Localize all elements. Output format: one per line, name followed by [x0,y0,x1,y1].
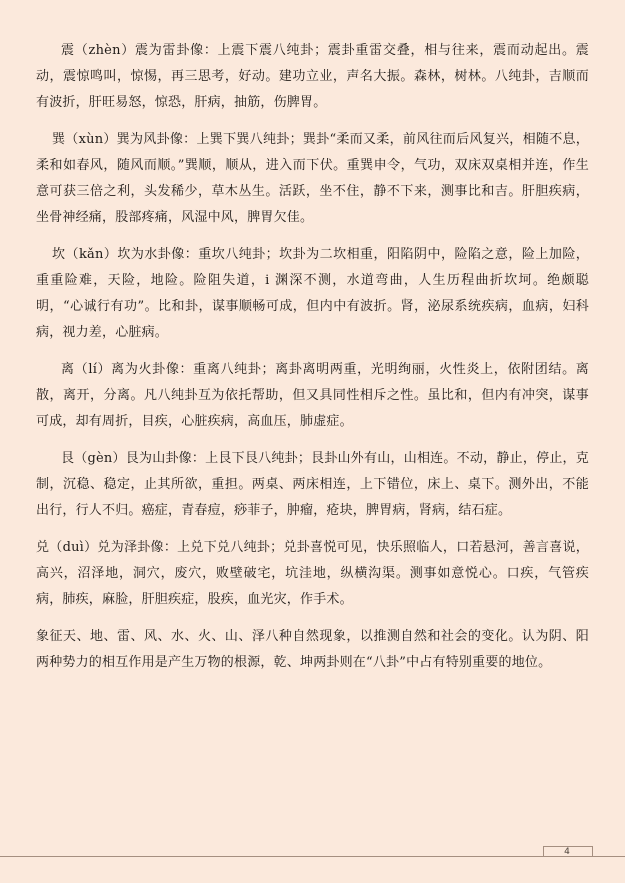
paragraph-dui: 兑（duì）兑为泽卦像：上兑下兑八纯卦；兑卦喜悦可见，快乐照临人，口若悬河，善言喜说，高兴，沼泽地，洞穴，废穴，败壁破宅，坑洼地，纵横沟渠。测事如意悦心。口疾，气管疾病，肺疾，麻脸，肝胆疾症，股疾，血光灾，作手术。 [36,540,589,607]
paragraph-summary: 象征天、地、雷、风、水、火、山、泽八种自然现象，以推测自然和社会的变化。认为阴、阳两种势力的相互作用是产生万物的根源，乾、坤两卦则在“八卦”中占有特别重要的地位。 [36,629,589,670]
paragraph-zhen: 震（zhèn）震为雷卦像：上震下震八纯卦；震卦重雷交叠，相与往来，震而动起出。震动，震惊鸣叫，惊惕，再三思考，好动。建功立业，声名大振。森林，树林。八纯卦，吉顺而有波折，肝旺易怒，惊恐，肝病，抽筋，伤脾胃。 [36,43,589,110]
page-number: 4 [564,847,570,857]
paragraph-li: 离（lí）离为火卦像：重离八纯卦；离卦离明两重，光明绚丽，火性炎上，依附团结。离散，离开，分离。凡八纯卦互为依托帮助，但又具同性相斥之性。虽比和，但内有冲突，谋事可成，却有周折，目疾，心脏疾病，高血压，肺虚症。 [36,362,589,429]
paragraph-gen: 艮（gèn）艮为山卦像：上艮下艮八纯卦；艮卦山外有山，山相连。不动，静止，停止，克制，沉稳、稳定，止其所欲，重担。两桌、两床相连，上下错位，床上、桌下。测外出，不能出行，行人不归。癌症，青春痘，痧菲子，肿瘤，疮块，脾胃病，肾病，结石症。 [36,451,589,518]
paragraph-kan: 坎（kǎn）坎为水卦像：重坎八纯卦；坎卦为二坎相重，阳陷阴中，险陷之意，险上加险，重重险难，天险，地险。险阻失道，i 渊深不测，水道弯曲，人生历程曲折坎坷。绝颇聪明，“心诚行有功”。比和卦，谋事顺畅可成，但内中有波折。肾，泌尿系统疾病，血病，妇科病，视力差，心脏病。 [36,247,589,340]
footer-rule [0,856,625,857]
document-body [36,38,589,687]
paragraph-xun: 巽（xùn）巽为风卦像：上巽下巽八纯卦；巽卦“柔而又柔，前风往而后风复兴，相随不息，柔和如春风，随风而顺。”巽顺，顺从，进入而下伏。重巽申令，气功，双床双桌相并连，作生意可获三倍之利，头发稀少，草木丛生。活跃，坐不住，静不下来，测事比和吉。肝胆疾病，坐骨神经痛，股部疼痛，风湿中风，脾胃欠佳。 [36,132,589,225]
